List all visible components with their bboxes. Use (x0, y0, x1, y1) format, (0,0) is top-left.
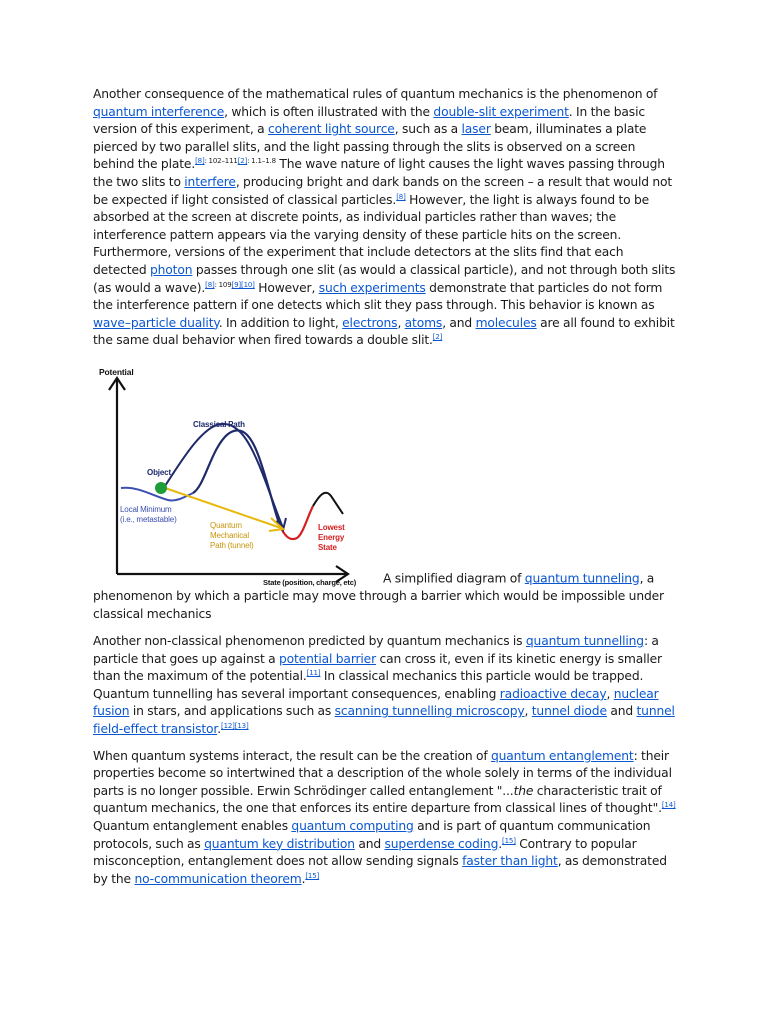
link-superdense-coding[interactable]: superdense coding (384, 836, 499, 851)
article-body (93, 86, 679, 897)
link-quantum-interference[interactable]: quantum interference (93, 104, 225, 119)
citation-8[interactable]: [8] (205, 280, 215, 289)
link-quantum-tunneling[interactable]: quantum tunneling (524, 571, 640, 586)
qm-path-label-2: Mechanical (210, 530, 249, 540)
citation-pages: : 109 (214, 280, 232, 289)
local-minimum-sublabel: (i.e., metastable) (120, 514, 177, 524)
tunneling-diagram (93, 368, 383, 588)
potential-curve-right (313, 493, 343, 514)
qm-path-label-1: Quantum (210, 520, 242, 530)
link-such-experiments[interactable]: such experiments (318, 280, 426, 295)
figure-caption: A simplified diagram of quantum tunneling, a phenomenon by which a particle may move through a barrier which would be impossible under classical mechanics (93, 571, 664, 621)
citation-2[interactable]: [2] (432, 333, 443, 342)
paragraph-entanglement: When quantum systems interact, the result can be the creation of quantum entanglement: their properties become so intertwined that a description of the whole solely in terms of the individual parts is no longer possible. Erwin Schrödinger called entanglement "...the characteristic trait of quantum mechanics, the one that enforces its entire departure from classical lines of thought".[14] Quantum entanglement enables quantum computing and is part of quantum communication protocols, such as quantum key distribution and superdense coding.[15] Contrary to popular misconception, entanglement does not allow sending signals faster than light, as demonstrated by the no-communication theorem.[15] (93, 748, 676, 886)
link-tunnel-diode[interactable]: tunnel diode (531, 704, 607, 719)
qm-path-label-3: Path (tunnel) (210, 540, 254, 550)
lowest-state-label-1: Lowest (318, 522, 345, 532)
link-quantum-key-distribution[interactable]: quantum key distribution (204, 836, 355, 851)
object-label: Object (147, 467, 171, 477)
object-marker (155, 482, 167, 494)
link-quantum-tunnelling[interactable]: quantum tunnelling (525, 634, 644, 649)
link-double-slit-experiment[interactable]: double-slit experiment (433, 104, 569, 119)
citation-14[interactable]: [14] (661, 801, 676, 810)
link-coherent-light-source[interactable]: coherent light source (267, 122, 395, 137)
citation-2[interactable]: [2] (237, 157, 248, 166)
link-photon[interactable]: photon (149, 262, 193, 277)
lowest-state-label-3: State (318, 542, 337, 552)
citation-pages: : 1.1–1.8 (247, 157, 276, 166)
classical-path-label: Classical Path (193, 419, 245, 429)
local-minimum-label: Local Minimum (120, 504, 172, 514)
citation-15[interactable]: [15] (305, 871, 320, 880)
link-laser[interactable]: laser (461, 122, 491, 137)
link-scanning-tunnelling-microscopy[interactable]: scanning tunnelling microscopy (334, 704, 525, 719)
citation-10[interactable]: [10] (240, 280, 255, 289)
link-tunnel-field-effect-transistor[interactable]: tunnel field-effect transistor (93, 704, 675, 737)
link-faster-than-light[interactable]: faster than light (462, 854, 558, 869)
y-axis-label: Potential (99, 367, 134, 377)
link-interfere[interactable]: interfere (184, 174, 236, 189)
tunneling-figure (93, 368, 679, 623)
citation-11[interactable]: [11] (306, 669, 321, 678)
link-potential-barrier[interactable]: potential barrier (278, 651, 377, 666)
link-radioactive-decay[interactable]: radioactive decay (499, 686, 607, 701)
link-molecules[interactable]: molecules (475, 315, 537, 330)
link-electrons[interactable]: electrons (342, 315, 398, 330)
link-nuclear-fusion[interactable]: nuclear fusion (93, 686, 659, 719)
link-quantum-computing[interactable]: quantum computing (291, 819, 414, 834)
paragraph-interference: Another consequence of the mathematical rules of quantum mechanics is the phenomenon of quantum interference, which is often illustrated with the double-slit experiment. In the basic version of this experiment, a coherent light source, such as a laser beam, illuminates a plate pierced by two parallel slits, and the light passing through the slits is observed on a screen behind the plate.$^{[8]: 102-111[2]: 1.1-1.8}$ The wave nature of light causes the light waves passing through the two slits to interfere, producing bright and dark bands on the screen – a result that would not be expected if light consisted of classical particles.[8] However, the light is always found to be absorbed at the screen at discrete points, as individual particles rather than waves; the interference pattern appears via the varying density of these particle hits on the screen. Furthermore, versions of the experiment that include detectors at the slits find that each detected photon passes through one slit (as would a classical particle), and not through both slits (as would a wave).[8]: 109[9][10] However, such experiments demonstrate that particles do not form the interference pattern if one detects which slit they pass through. This behavior is known as wave–particle duality. In addition to light, electrons, atoms, and molecules are all found to exhibit the same dual behavior when fired towards a double slit.[2] (93, 87, 676, 348)
citation-15[interactable]: [15] (502, 836, 516, 845)
x-axis-label: State (position, charge, etc) (263, 577, 357, 587)
paragraph-tunnelling: Another non-classical phenomenon predicted by quantum mechanics is quantum tunnelling: a particle that goes up against a potential barrier can cross it, even if its kinetic energy is smaller than the maximum of the potential.[11] In classical mechanics this particle would be trapped. Quantum tunnelling has several important consequences, enabling radioactive decay, nuclear fusion in stars, and applications such as scanning tunnelling microscopy, tunnel diode and tunnel field-effect transistor.[12][13] (93, 634, 675, 737)
link-quantum-entanglement[interactable]: quantum entanglement (491, 748, 634, 763)
link-atoms[interactable]: atoms (404, 315, 443, 330)
citation-pages: : 102–111 (204, 157, 238, 166)
citation-13[interactable]: [13] (234, 722, 249, 731)
link-no-communication-theorem[interactable]: no-communication theorem (134, 871, 302, 886)
link-wave-particle-duality[interactable]: wave–particle duality (93, 315, 219, 330)
citation-9[interactable]: [9] (231, 280, 241, 289)
citation-12[interactable]: [12] (220, 722, 235, 731)
lowest-state-label-2: Energy (318, 532, 345, 542)
citation-8[interactable]: [8] (195, 157, 205, 166)
citation-8[interactable]: [8] (396, 192, 406, 201)
